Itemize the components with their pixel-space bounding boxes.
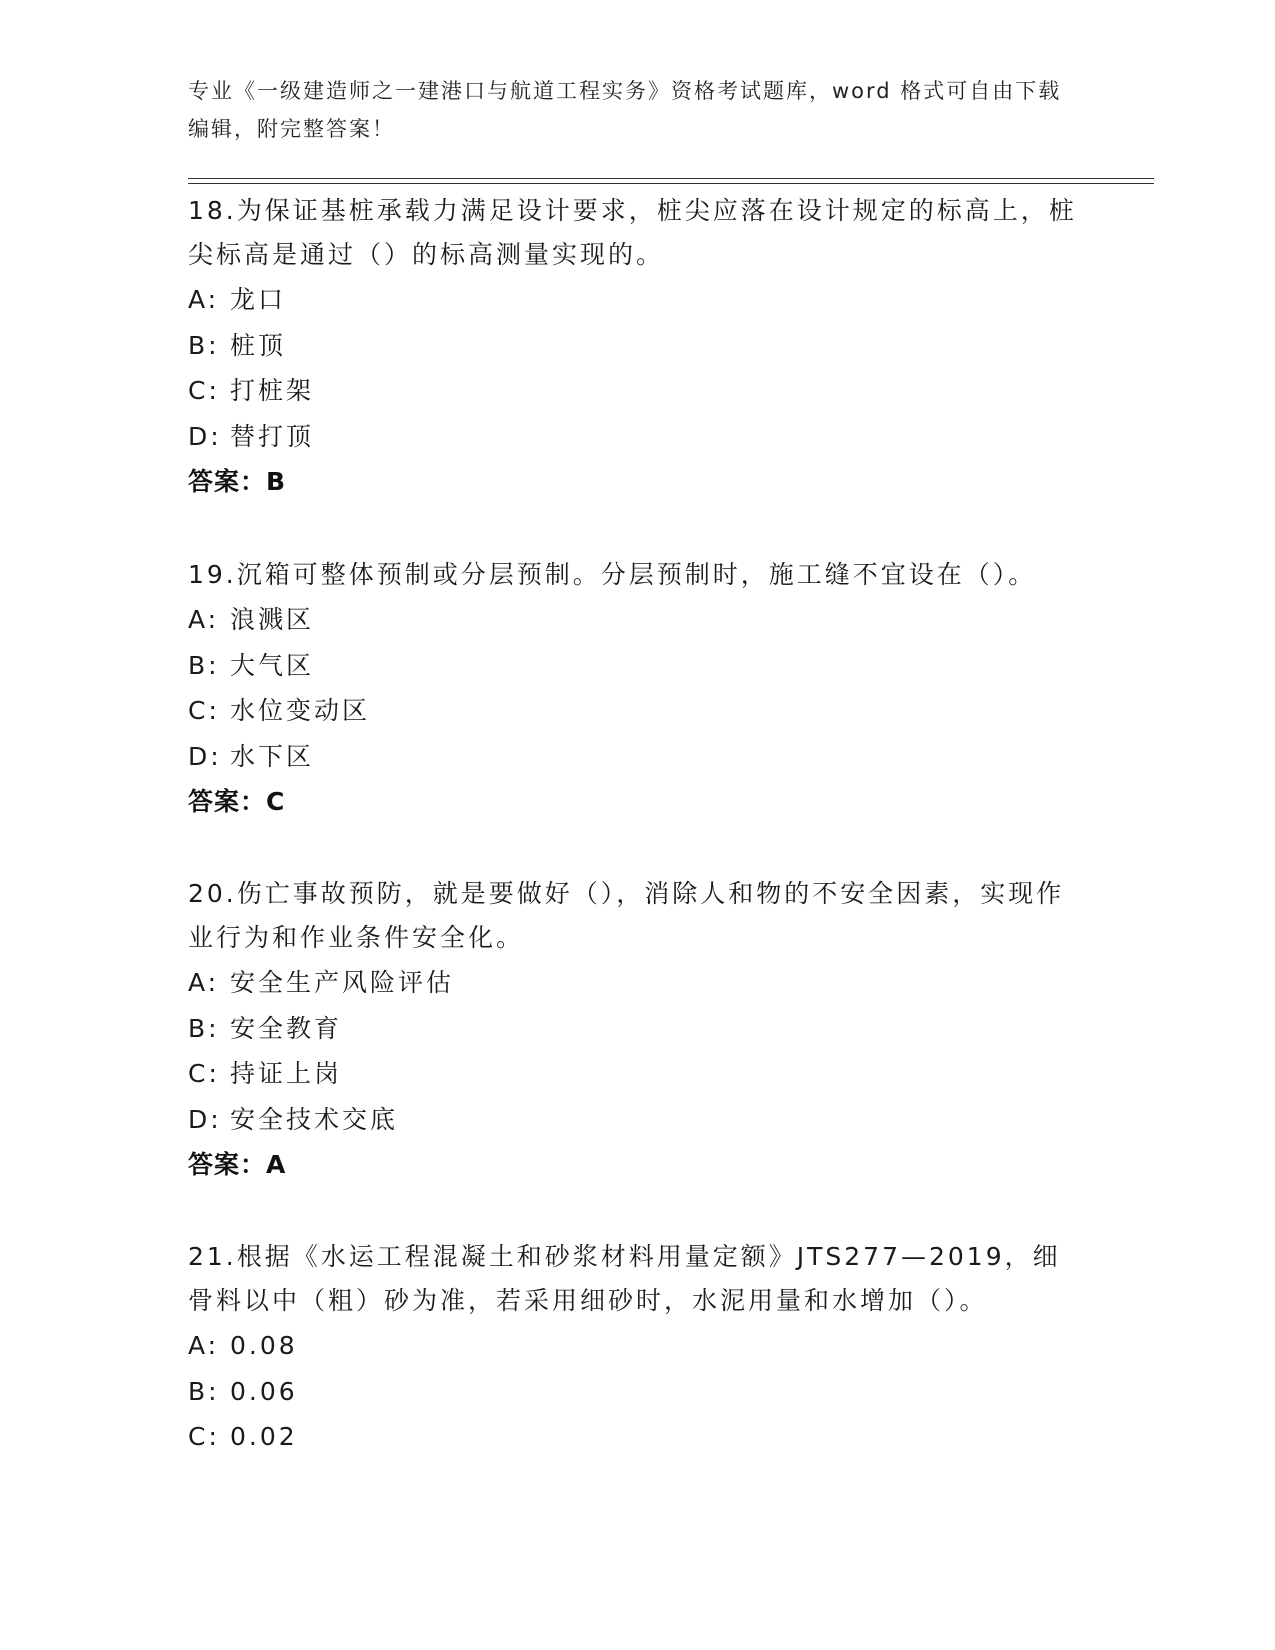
option-text: 水位变动区 xyxy=(230,696,371,725)
option-a xyxy=(188,277,1088,323)
option-text: 安全生产风险评估 xyxy=(230,968,455,997)
option-letter: C: xyxy=(188,1059,220,1088)
question-stem: 18.为保证基桩承载力满足设计要求，桩尖应落在设计规定的标高上，桩尖标高是通过（）的标高测量实现的。 xyxy=(188,196,1077,269)
option-letter: B: xyxy=(188,650,220,680)
option-text: 替打顶 xyxy=(230,421,315,451)
option-text: 0.06 xyxy=(230,1376,298,1406)
option-letter: D: xyxy=(188,1104,222,1134)
option-letter: D: xyxy=(188,421,222,451)
option-text: 水下区 xyxy=(230,741,315,771)
document-header: 专业《一级建造师之一建港口与航道工程实务》资格考试题库，word 格式可自由下载编辑，附完整答案！ xyxy=(188,79,1062,141)
option-letter: A: xyxy=(188,605,220,634)
option-text: 安全技术交底 xyxy=(230,1104,399,1134)
answer-line xyxy=(188,779,1088,825)
question-18 xyxy=(188,189,1088,505)
answer-value: A xyxy=(266,1150,287,1179)
option-text: 桩顶 xyxy=(230,330,287,360)
answer-label: 答案： xyxy=(188,1150,267,1179)
option-c xyxy=(188,1414,1088,1460)
option-c xyxy=(188,368,1088,414)
option-b xyxy=(188,643,1088,689)
option-text: 大气区 xyxy=(230,650,315,680)
option-b xyxy=(188,1369,1088,1415)
answer-value: B xyxy=(266,467,287,496)
option-letter: A: xyxy=(188,285,220,314)
option-text: 打桩架 xyxy=(230,376,315,405)
option-a xyxy=(188,960,1088,1006)
question-21 xyxy=(188,1235,1088,1460)
option-b xyxy=(188,1006,1088,1052)
answer-line xyxy=(188,1142,1088,1188)
option-a xyxy=(188,597,1088,643)
answer-label: 答案： xyxy=(188,787,267,816)
option-letter: D: xyxy=(188,741,222,771)
option-b xyxy=(188,323,1088,369)
answer-value: C xyxy=(266,787,286,816)
answer-label: 答案： xyxy=(188,467,267,496)
question-20 xyxy=(188,872,1088,1188)
question-stem: 21.根据《水运工程混凝土和砂浆材料用量定额》JTS277—2019，细骨料以中（粗）砂为准，若采用细砂时，水泥用量和水增加（）。 xyxy=(188,1242,1061,1315)
option-d xyxy=(188,734,1088,780)
option-text: 安全教育 xyxy=(230,1013,343,1043)
option-text: 龙口 xyxy=(230,285,287,314)
option-letter: B: xyxy=(188,1013,220,1043)
option-c xyxy=(188,1051,1088,1097)
header-divider-thick xyxy=(188,178,1154,179)
option-letter: A: xyxy=(188,1331,220,1360)
option-text: 0.02 xyxy=(230,1422,298,1451)
option-text: 0.08 xyxy=(230,1331,298,1360)
option-a xyxy=(188,1323,1088,1369)
option-letter: C: xyxy=(188,376,220,405)
option-letter: B: xyxy=(188,1376,220,1406)
question-stem: 20.伤亡事故预防，就是要做好（），消除人和物的不安全因素，实现作业行为和作业条件安全化。 xyxy=(188,879,1065,952)
option-letter: B: xyxy=(188,330,220,360)
option-text: 持证上岗 xyxy=(230,1059,343,1088)
answer-line xyxy=(188,459,1088,505)
option-d xyxy=(188,1097,1088,1143)
option-c xyxy=(188,688,1088,734)
option-letter: C: xyxy=(188,1422,220,1451)
option-text: 浪溅区 xyxy=(230,605,315,634)
question-19 xyxy=(188,553,1088,825)
header-divider-thin xyxy=(188,183,1154,184)
option-letter: A: xyxy=(188,968,220,997)
option-d xyxy=(188,414,1088,460)
question-stem: 19.沉箱可整体预制或分层预制。分层预制时，施工缝不宜设在（）。 xyxy=(188,560,1037,589)
option-letter: C: xyxy=(188,696,220,725)
